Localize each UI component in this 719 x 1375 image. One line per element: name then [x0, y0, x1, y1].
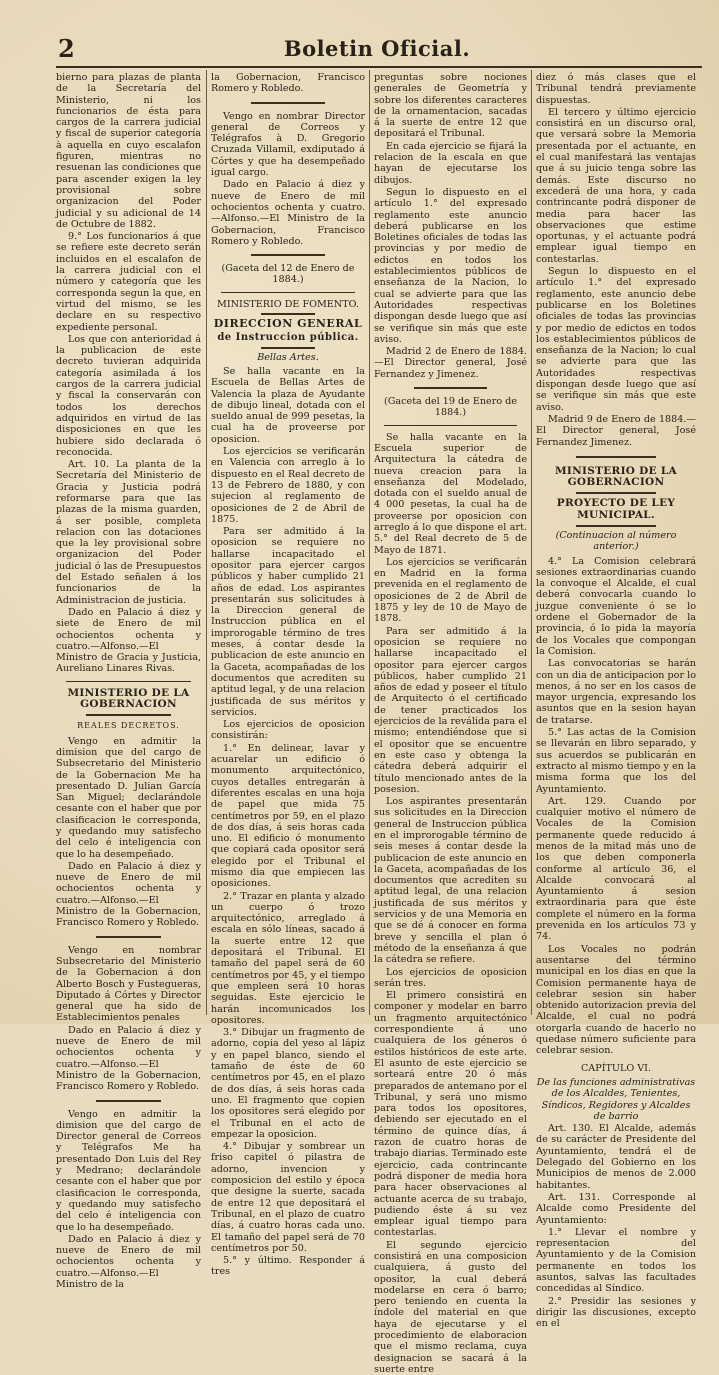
column-1: [56, 72, 201, 1290]
paragraph: El segundo ejercicio consistirá en una composicion cualquiera, á gusto del opositor, la cual deberá modelarse en cera ó barro; pero teniendo en cuenta la índole del material en que haya de ejecutarse y el procedimiento de elaboracion que el mismo reclama, cuya designacion se sacará á la suerte entre: [374, 1239, 527, 1375]
chapter-heading: CAPÍTULO VI.: [580, 1062, 652, 1074]
paragraph: 1.° En delinear, lavar y acuarelar un edificio ó monumento arquitectónico, cuyos detalles entregarán à diferentes escalas en una hoja de papel que mida 75 centímetros por 59, en el plazo de dos días, á seis horas cada uno. El edificio ó monumento que copiará cada opositor será elegido por el Tribunal el mismo dia que empiecen las oposiciones.: [211, 742, 365, 890]
gaceta-reference: (Gaceta del 19 de Enero de 1884.): [384, 396, 517, 419]
ministry-heading: MINISTERIO DE LA GOBERNACION: [555, 464, 677, 489]
directorate-subheading: de Instruccion pública.: [217, 332, 359, 344]
paragraph: la Gobernacion, Francisco Romero y Robledo.: [211, 72, 365, 95]
paragraph: 1.° Llevar el nombre y representacion del Ayuntamiento y de la Comision permanente en todos los asuntos, salvas las facultades concedidas al Síndico.: [536, 1226, 696, 1295]
continuation-note: (Continuacion al número anterior.): [555, 529, 677, 553]
paragraph: El tercero y último ejercicio consistirá en un discurso oral, que versará sobre la Memoria presentada por el actuante, en el cual manifestará las ventajas que á su juicio tenga sobre las demás. Este discurso no excederá de una hora, y cada contrincante podrá disponer de media para hacer las observaciones que estime oportunas, y el actuante podrá emplear igual tiempo en contestarlas.: [536, 106, 696, 265]
section-divider: [384, 425, 517, 426]
paragraph: Art. 10. La planta de la Secretaría del Ministerio de Gracia y Justicia podrá reformarse para que las plazas de la misma guarden, á ser posible, completa relacion con las dotaciones que la ley provisional sobre organizacion del Poder judicial ó las de Presupuestos del Estado señalen á los funcionarios de la Administracion de justicia.: [56, 459, 201, 606]
column-2: [211, 72, 365, 1278]
paragraph: Los ejercicios se verificarán en Madrid en la forma prevenida en el reglamento de oposiciones de 2 de Abril de 1875 y ley de 10 de Mayo de 1878.: [374, 556, 527, 625]
paragraph: Segun lo dispuesto en el artículo 1.° del expresado reglamento este anuncio deberá publicarse en los Boletines oficiales de todas las provincias y por medio de edictos en todos los establecimientos públicos de enseñanza de la Nacion, lo cual se advierte para que las Autoridades respectivas dispongan desde luego que así se verifique sin más que este aviso.: [374, 186, 527, 345]
section-divider: [576, 525, 656, 527]
paragraph: Se halla vacante en la Escuela de Bellas Artes de Valencia la plaza de Ayudante de dibujo lineal, dotada con el sueldo anual de 999 pesetas, la cual ha de proveerse por oposicion.: [211, 365, 365, 445]
section-divider: [576, 456, 656, 458]
section-divider: [251, 254, 325, 256]
section-divider: [251, 102, 325, 104]
paragraph: Art. 129. Cuando por cualquier motivo el número de Vocales de la Comision permanente quede reducido á menos de la mitad más uno de los que deben componerla conforme al artículo 36, el Alcalde convocará al Ayuntamiento á sesion extraordinaria para que éste complete el número en la forma prevenida en los artículos 73 y 74.: [536, 795, 696, 943]
column-divider: [206, 70, 207, 1015]
section-divider: [261, 347, 315, 349]
paragraph: preguntas sobre nociones generales de Geometría y sobre los diferentes caracteres de la ornamentacion, sacadas á la suerte de entre 12 que depositará el Tribunal.: [374, 72, 527, 140]
section-divider: [221, 292, 355, 293]
column-4: [536, 72, 696, 1330]
paragraph: 2.° Presidir las sesiones y dirigir las discusiones, excepto en el: [536, 1295, 696, 1330]
paragraph: Los Vocales no podrán ausentarse del término municipal en los dias en que la Comision permanente haya de celebrar sesion sin haber obtenido autorizacion previa del Alcalde, el cual no podrá otorgarla cuando de hacerlo no quedase número suficiente para celebrar sesion.: [536, 943, 696, 1057]
paragraph: Vengo en nombrar Subsecretario del Ministerio de la Gobernacion á don Alberto Bosch y Fustegueras, Diputado á Córtes y Director general que ha sido de Establecimientos penales: [56, 944, 201, 1024]
paragraph: Art. 131. Corresponde al Alcalde como Presidente del Ayuntamiento:: [536, 1191, 696, 1226]
section-divider: [66, 681, 191, 682]
paragraph: Segun lo dispuesto en el artículo 1.° del expresado reglamento, este anuncio debe publicarse en los Boletines oficiales de todas las provincias y por medio de edictos en todos los establecimientos públicos de enseñanza de la Nacion; lo cual se advierte para que las Autoridades respectivas dispongan desde luego que así se verifique sin más que este aviso.: [536, 266, 696, 413]
law-project-heading: PROYECTO DE LEY MUNICIPAL.: [556, 497, 676, 521]
paragraph: Los ejercicios de oposicion serán tres.: [374, 966, 527, 989]
page-number: 2: [58, 34, 75, 63]
ministry-heading: MINISTERIO DE LA GOBERNACION: [67, 686, 190, 711]
header-rule: [56, 66, 702, 68]
paragraph: En cada ejercicio se fijará la relacion de la escala en que hayan de ejecutarse los dibujos.: [374, 140, 527, 186]
page-header: [52, 34, 702, 68]
section-divider: [96, 1100, 161, 1102]
section-divider: [96, 936, 161, 938]
directorate-heading: DIRECCION GENERAL: [213, 317, 363, 331]
subheading: REALES DECRETOS.: [77, 721, 180, 731]
paragraph: Dado en Palacio á diez y siete de Enero de mil ochocientos ochenta y cuatro.—Alfonso.—El Ministro de Gracia y Justicia, Aureliano Linares Rivas.: [56, 606, 201, 675]
paragraph: Las convocatorias se harán con un dia de anticipacion por lo menos, á no ser en los casos de mayor urgencia, expresando los asuntos que en la sesion hayan de tratarse.: [536, 658, 696, 726]
column-divider: [369, 70, 370, 1015]
paragraph: Madrid 2 de Enero de 1884.—El Director general, José Fernandez y Jimenez.: [374, 346, 527, 380]
section-divider: [261, 313, 315, 315]
paragraph: Para ser admitido á la oposicion se requiere no hallarse incapacitado el opositor para ejercer cargos públicos y haber cumplido 21 años de edad. Los aspirantes presentarán sus solicitudes à la Direccion general de Instruccion pública en el improrogable término de tres meses, á contar desde la publicacion de este anuncio en la Gaceta, acompañadas de los documentos que acrediten su aptitud legal, y de una relacion justificada de sus méritos y servicios.: [211, 526, 365, 718]
section-divider: [576, 492, 656, 494]
paragraph: bierno para plazas de planta de la Secretaría del Ministerio, ni los funcionarios de ésta para cargos de la carrera judicial y fiscal de superior categoría à aquella en cuyo escalafon figuren, mientras no resuenan las condiciones que para ascender exigen la ley provisional sobre organizacion del Poder judicial y su adicional de 14 de Octubre de 1882.: [56, 72, 201, 230]
section-divider: [414, 387, 487, 389]
paragraph: Los ejercicios se verificarán en Valencia con arreglo à lo dispuesto en el Real decreto de 13 de Febrero de 1880, y con sujecion al reglamento de oposiciones de 2 de Abril de 1875.: [211, 446, 365, 525]
paragraph: Vengo en nombrar Director general de Correos y Telégrafos à D. Gregorio Cruzada Villamil, exdiputado á Córtes y que ha desempeñado igual cargo.: [211, 110, 365, 179]
paragraph: Dado en Palacio á diez y nueve de Enero de mil ochocientos ochenta y cuatro.—Alfonso.—El Ministro de la: [56, 1233, 201, 1290]
paragraph: Vengo en admitir la dimision que del cargo de Subsecretario del Ministerio de la Gobernacion Me ha presentado D. Julian García San Miguel; declarándole cesante con el haber que por clasificacion le corresponda, y quedando muy satisfecho del celo é inteligencia con que lo ha desempeñado.: [56, 735, 201, 860]
paragraph: El primero consistirá en componer y modelar en barro un fragmento arquitectónico correspondiente á uno cualquiera de los géneros ó estilos históricos de este arte. El asunto de este ejercicio se sorteará entre 20 ó más preparados de antemano por el Tribunal, y será uno mismo para todos los opositores, debiendo ser ejecutado en el término de quince días, á razon de cuatro horas de trabajo diarias. Terminado este ejercicio, cada contrincante podrá disponer de media hora para hacer observaciones al actuante acerca de su trabajo, pudiendo éste á su vez emplear igual tiempo para contestarlas.: [374, 990, 527, 1239]
paragraph: 4.° Dibujar y sombrear un friso capitel ó pilastra de adorno, invencion y composicion del estilo y época que designe la suerte, sacada de entre 12 que depositará el Tribunal, en el plazo de cuatro días, á cuatro horas cada uno. El tamaño del papel será de 70 centímetros por 50.: [211, 1141, 365, 1254]
paragraph: Los ejercicios de oposicion consistirán:: [211, 719, 365, 742]
paragraph: Vengo en admitir la dimision que del cargo de Director general de Correos y Telégrafos Me ha presentado Don Luis del Rey y Medrano; declarándole cesante con el haber que por clasificacion le corresponda, y quedando muy satisfecho del celo é inteligencia con que lo ha desempeñado.: [56, 1108, 201, 1233]
section-divider: [86, 714, 171, 716]
paragraph: diez ó más clases que el Tribunal tendrá previamente dispuestas.: [536, 72, 696, 106]
paragraph: Dado en Palacio á diez y nueve de Enero de mil ochocientos ochenta y cuatro.—Alfonso.—El Ministro de la Gobernacion, Francisco Romero y Robledo.: [56, 860, 201, 929]
publication-title: Boletin Oficial.: [283, 36, 471, 61]
paragraph: 3.° Dibujar un fragmento de adorno, copia del yeso al lápiz y en papel blanco, siendo el tamaño de éste de 60 centímetros por 45, en el plazo de dos días, á seis horas cada uno. El fragmento que copien los opositores será elegido por el Tribunal en el acto de empezar la oposicion.: [211, 1027, 365, 1140]
paragraph: Los que con anterioridad á la publicacion de este decreto tuvieran adquirida categoría asimilada á los cargos de la carrera judicial y fiscal la conservarán con todos los derechos adquiridos en virtud de las disposiciones en que les hubiere sido declarada ó reconocida.: [56, 333, 201, 458]
section-title: Bellas Artes.: [257, 351, 319, 363]
paragraph: 9.° Los funcionarios á que se refiere este decreto serán incluidos en el escalafon de la carrera judicial con el número y categoría que les corresponda segun la que, en virtud del mismo, se les declare en su respectivo expediente personal.: [56, 231, 201, 333]
paragraph: Madrid 9 de Enero de 1884.—El Director general, José Fernandez Jimenez.: [536, 413, 696, 448]
paragraph: 2.° Trazar en planta y alzado un cuerpo ó trozo arquitectónico, arreglado á escala en sólo líneas, sacado á la suerte entre 12 que depositará el Tribunal. El tamaño del papel será de 60 centímetros por 45, y el tiempo que empleen será 10 horas seguidas. Este ejercicio le harán incomunicados los opositores.: [211, 890, 365, 1026]
paragraph: 5.° y último. Responder á tres: [211, 1255, 365, 1278]
ministry-heading: MINISTERIO DE FOMENTO.: [217, 298, 359, 310]
paragraph: Dado en Palacio á diez y nueve de Enero de mil ochocientos ochenta y cuatro.—Alfonso.—El Ministro de la Gobernacion, Francisco Romero y Robledo.: [211, 179, 365, 247]
chapter-title: De las funciones administrativas de los Alcaldes, Tenientes, Síndicos, Regidores y Alcaldes de barrio: [536, 1076, 696, 1122]
paragraph: 4.° La Comision celebrará sesiones extraordinarias cuando la convoque el Alcalde, el cual deberá convocarla cuando lo juzgue conveniente ó se lo ordene el Gobernador de la provincia, ó lo pida la mayoría de los Vocales que compongan la Comision.: [536, 555, 696, 657]
column-3: [374, 72, 527, 1375]
paragraph: Los aspirantes presentarán sus solicitudes en la Direccion general de Instruccion pública en el improrogable término de seis meses á contar desde la publicacion de este anuncio en la Gaceta, acompañadas de los documentos que acrediten su aptitud legal, de una relacion justificada de sus méritos y servicios y de una Memoria en que se dé á conocer en forma breve y sencilla el plan ó método de la enseñanza á que la cátedra se refiere.: [374, 796, 527, 966]
gaceta-reference: (Gaceta del 12 de Enero de 1884.): [221, 263, 355, 286]
column-divider: [531, 70, 532, 1015]
paragraph: Se halla vacante en la Escuela superior de Arquitectura la cátedra de nueva creacion para la enseñanza del Modelado, dotada con el sueldo anual de 4 000 pesetas, la cual ha de proveerse por oposicion con arreglo á lo que dispone el art. 5.° del Real decreto de 5 de Mayo de 1871.: [374, 431, 527, 556]
paragraph: Dado en Palacio á diez y nueve de Enero de mil ochocientos ochenta y cuatro.—Alfonso.—El Ministro de la Gobernacion, Francisco Romero y Robledo.: [56, 1024, 201, 1093]
paragraph: Art. 130. El Alcalde, además de su carácter de Presidente del Ayuntamiento, tendrá el de Delegado del Gobierno en los Municipios de menos de 2.000 habitantes.: [536, 1123, 696, 1191]
paragraph: 5.° Las actas de la Comision se llevarán en libro separado, y sus acuerdos se publicarán en extracto al mismo tiempo y en la misma forma que los del Ayuntamiento.: [536, 727, 696, 795]
paragraph: Para ser admitido á la oposicion se requiere no hallarse incapacitado el opositor para ejercer cargos públicos, haber cumplido 21 años de edad y poseer el título de Arquitecto ó el certificado de tener practicados los ejercicios de la reválida para el mismo; entendiéndose que si el opositor que se encuentre en este caso y obtenga la cátedra deberá adquirir el título mencionado antes de la posesion.: [374, 625, 527, 795]
